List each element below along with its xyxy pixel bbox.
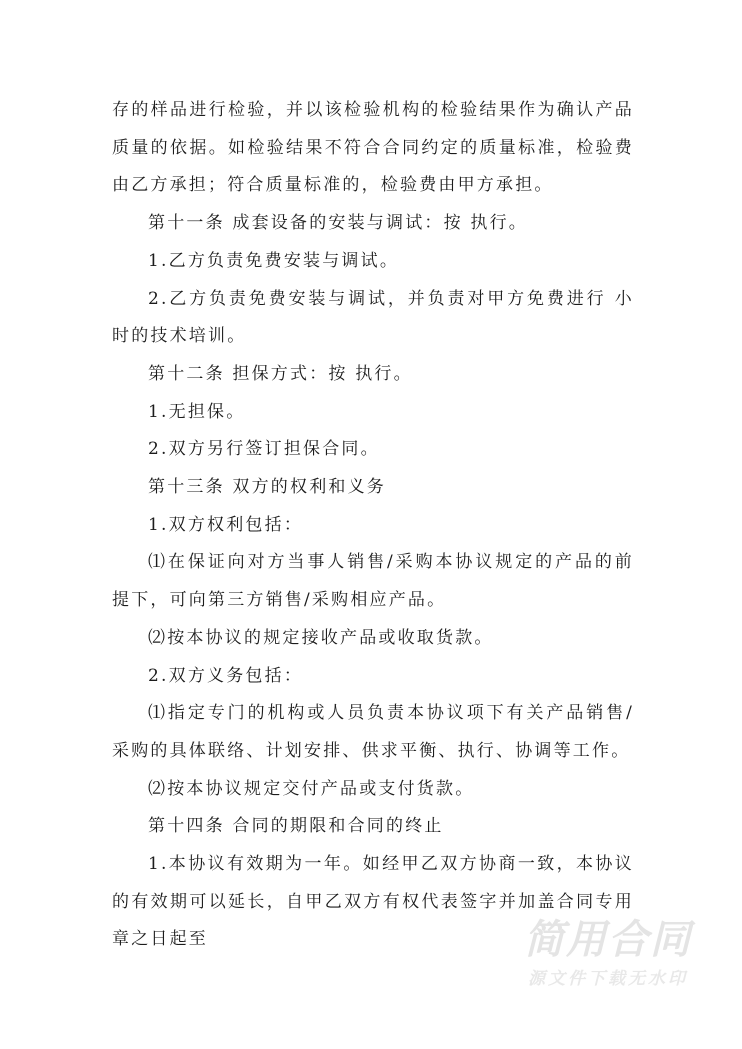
article-13-obligations-item-2: ⑵按本协议规定交付产品或支付货款。	[148, 778, 475, 799]
watermark-logo-text: 简用合同	[524, 917, 692, 963]
document-page	[112, 92, 634, 959]
article-11-heading: 第十一条 成套设备的安装与调试：按 执行。	[148, 213, 529, 234]
article-13-rights-item-1: ⑴在保证向对方当事人销售/采购本协议规定的产品的前提下，可向第三方销售/采购相应产品。	[112, 552, 634, 611]
article-13-obligations-heading: 2.双方义务包括：	[148, 665, 304, 686]
paragraph-inspection-fees: 存的样品进行检验，并以该检验机构的检验结果作为确认产品质量的依据。如检验结果不符合合同约定的质量标准，检验费由乙方承担；符合质量标准的，检验费由甲方承担。	[112, 100, 634, 196]
article-12-item-2: 2.双方另行签订担保合同。	[148, 439, 380, 460]
article-13-heading: 第十三条 双方的权利和义务	[148, 477, 387, 498]
article-13-rights-heading: 1.双方权利包括：	[148, 514, 304, 535]
article-13-rights-item-2: ⑵按本协议的规定接收产品或收取货款。	[148, 627, 494, 648]
article-13-obligations-item-1: ⑴指定专门的机构或人员负责本协议项下有关产品销售/采购的具体联络、计划安排、供求平衡、执行、协调等工作。	[112, 703, 634, 761]
watermark-tagline: 源文件下载无水印	[528, 969, 688, 989]
article-11-item-2: 2.乙方负责免费安装与调试，并负责对甲方免费进行 小时的技术培训。	[112, 288, 634, 347]
article-11-item-1: 1.乙方负责免费安装与调试。	[148, 250, 400, 271]
article-12-heading: 第十二条 担保方式：按 执行。	[148, 363, 413, 384]
article-14-heading: 第十四条 合同的期限和合同的终止	[148, 816, 444, 837]
article-14-item-1: 1.本协议有效期为一年。如经甲乙双方协商一致，本协议的有效期可以延长，自甲乙双方有权代表签字并加盖合同专用章之日起至	[112, 854, 634, 950]
article-12-item-1: 1.无担保。	[148, 401, 246, 422]
